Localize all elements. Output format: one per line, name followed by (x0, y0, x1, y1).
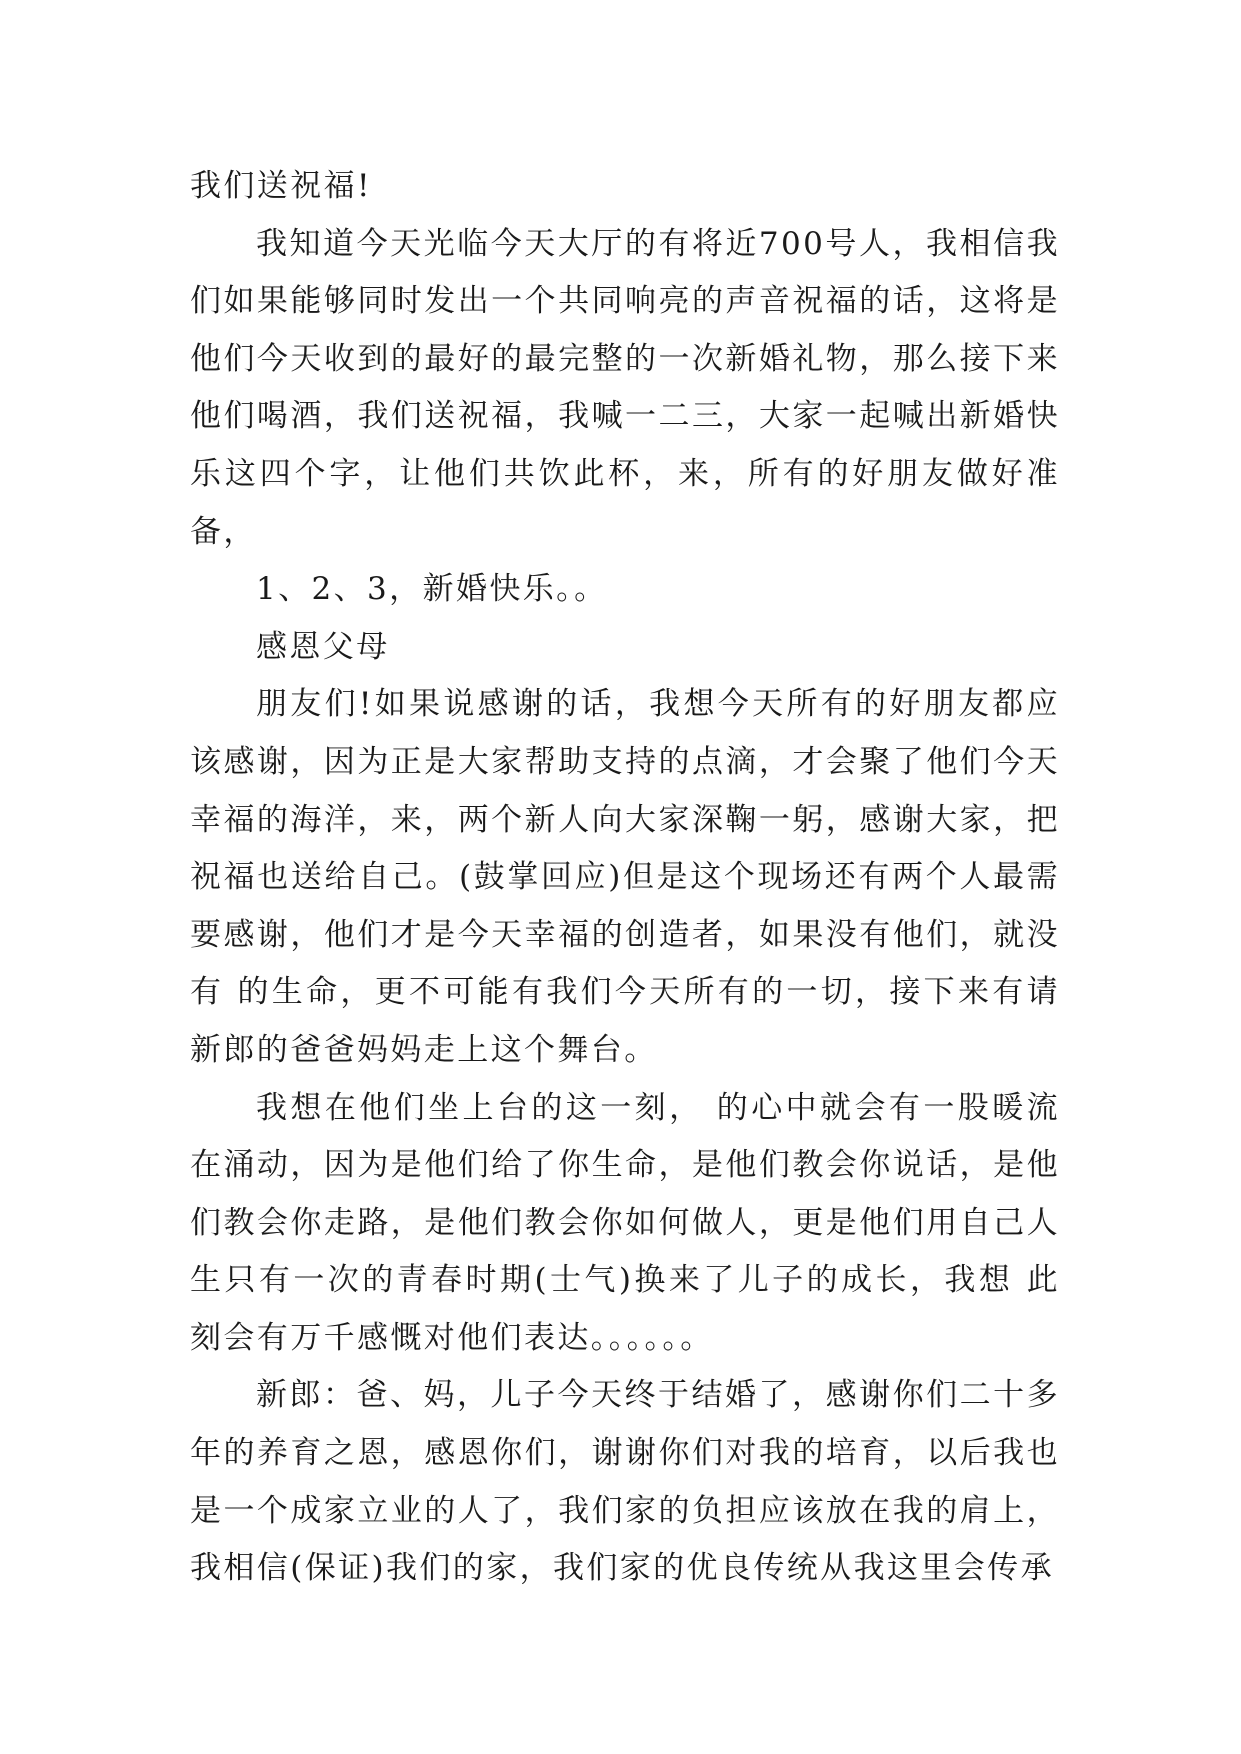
paragraph-toast-blessing: 我知道今天光临今天大厅的有将近700号人，我相信我们如果能够同时发出一个共同响亮的声音祝福的话，这将是他们今天收到的最好的最完整的一次新婚礼物，那么接下来他们喝酒，我们送祝福，我喊一二三，大家一起喊出新婚快乐这四个字，让他们共饮此杯，来，所有的好朋友做好准备， (190, 225, 1060, 550)
paragraph-continuation: 我们送祝福! (190, 168, 372, 204)
paragraph-groom-speech: 新郎：爸、妈，儿子今天终于结婚了，感谢你们二十多年的养育之恩，感恩你们，谢谢你们对我的培育，以后我也是一个成家立业的人了，我们家的负担应该放在我的肩上，我相信(保证)我们的家，我们家的优良传统从我这里会传承 (190, 1377, 1060, 1587)
section-heading-thank-parents: 感恩父母 (256, 628, 390, 665)
document-page (190, 158, 1060, 1598)
paragraph-count-cheer: 1、2、3，新婚快乐。。 (256, 571, 608, 608)
paragraph-thank-friends: 朋友们!如果说感谢的话，我想今天所有的好朋友都应该感谢，因为正是大家帮助支持的点滴，才会聚了他们今天幸福的海洋，来，两个新人向大家深鞠一躬，感谢大家，把祝福也送给自己。(鼓掌回应)但是这个现场还有两个人最需要感谢，他们才是今天幸福的创造者，如果没有他们，就没有 的生命，更不可能有我们今天所有的一切，接下来有请新郎的爸爸妈妈走上这个舞台。 (190, 686, 1060, 1068)
paragraph-parents-tribute: 我想在他们坐上台的这一刻， 的心中就会有一股暖流在涌动，因为是他们给了你生命，是他们教会你说话，是他们教会你走路，是他们教会你如何做人，更是他们用自己人生只有一次的青春时期(士气)换来了儿子的成长，我想 此刻会有万千感慨对他们表达。。。。。。 (190, 1089, 1060, 1356)
